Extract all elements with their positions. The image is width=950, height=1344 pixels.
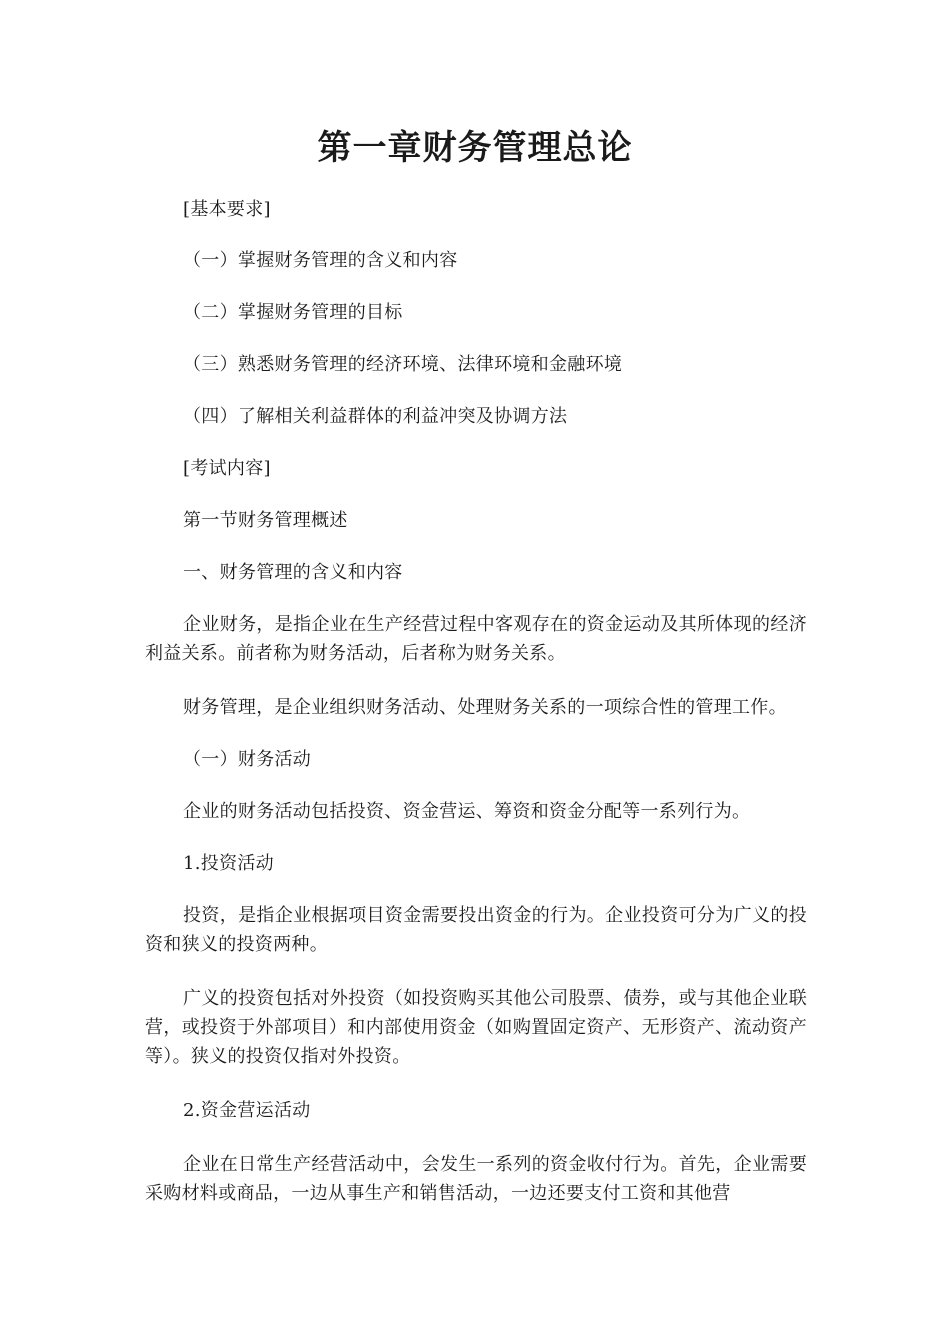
requirement-item-4: （四）了解相关利益群体的利益冲突及协调方法 [183, 406, 568, 427]
chapter-title: 第一章财务管理总论 [317, 128, 633, 168]
section-heading-exam-content: [考试内容] [183, 458, 271, 479]
requirement-item-1: （一）掌握财务管理的含义和内容 [183, 250, 458, 271]
body-paragraph: 广义的投资包括对外投资（如投资购买其他公司股票、债券，或与其他企业联营，或投资于外部项目）和内部使用资金（如购置固定资产、无形资产、流动资产等）。狭义的投资仅指对外投资。 [145, 988, 807, 1067]
body-paragraph: 财务管理，是企业组织财务活动、处理财务关系的一项综合性的管理工作。 [183, 697, 787, 718]
subheading-investment-activities: 1.投资活动 [183, 853, 274, 874]
body-paragraph: 企业财务，是指企业在生产经营过程中客观存在的资金运动及其所体现的经济利益关系。前者称为财务活动，后者称为财务关系。 [145, 614, 807, 664]
body-paragraph: 企业的财务活动包括投资、资金营运、筹资和资金分配等一系列行为。 [183, 801, 751, 822]
requirement-item-2: （二）掌握财务管理的目标 [183, 302, 403, 323]
section-title: 第一节财务管理概述 [183, 510, 348, 531]
subsection-title: 一、财务管理的含义和内容 [183, 562, 403, 583]
subheading-working-capital-activities: 2.资金营运活动 [183, 1100, 311, 1121]
body-paragraph: 企业在日常生产经营活动中，会发生一系列的资金收付行为。首先，企业需要采购材料或商品，一边从事生产和销售活动，一边还要支付工资和其他营 [145, 1154, 807, 1204]
section-heading-basic-requirements: [基本要求] [183, 199, 271, 220]
body-paragraph: 投资，是指企业根据项目资金需要投出资金的行为。企业投资可分为广义的投资和狭义的投资两种。 [145, 905, 807, 955]
requirement-item-3: （三）熟悉财务管理的经济环境、法律环境和金融环境 [183, 354, 623, 375]
subheading-financial-activities: （一）财务活动 [183, 749, 312, 770]
